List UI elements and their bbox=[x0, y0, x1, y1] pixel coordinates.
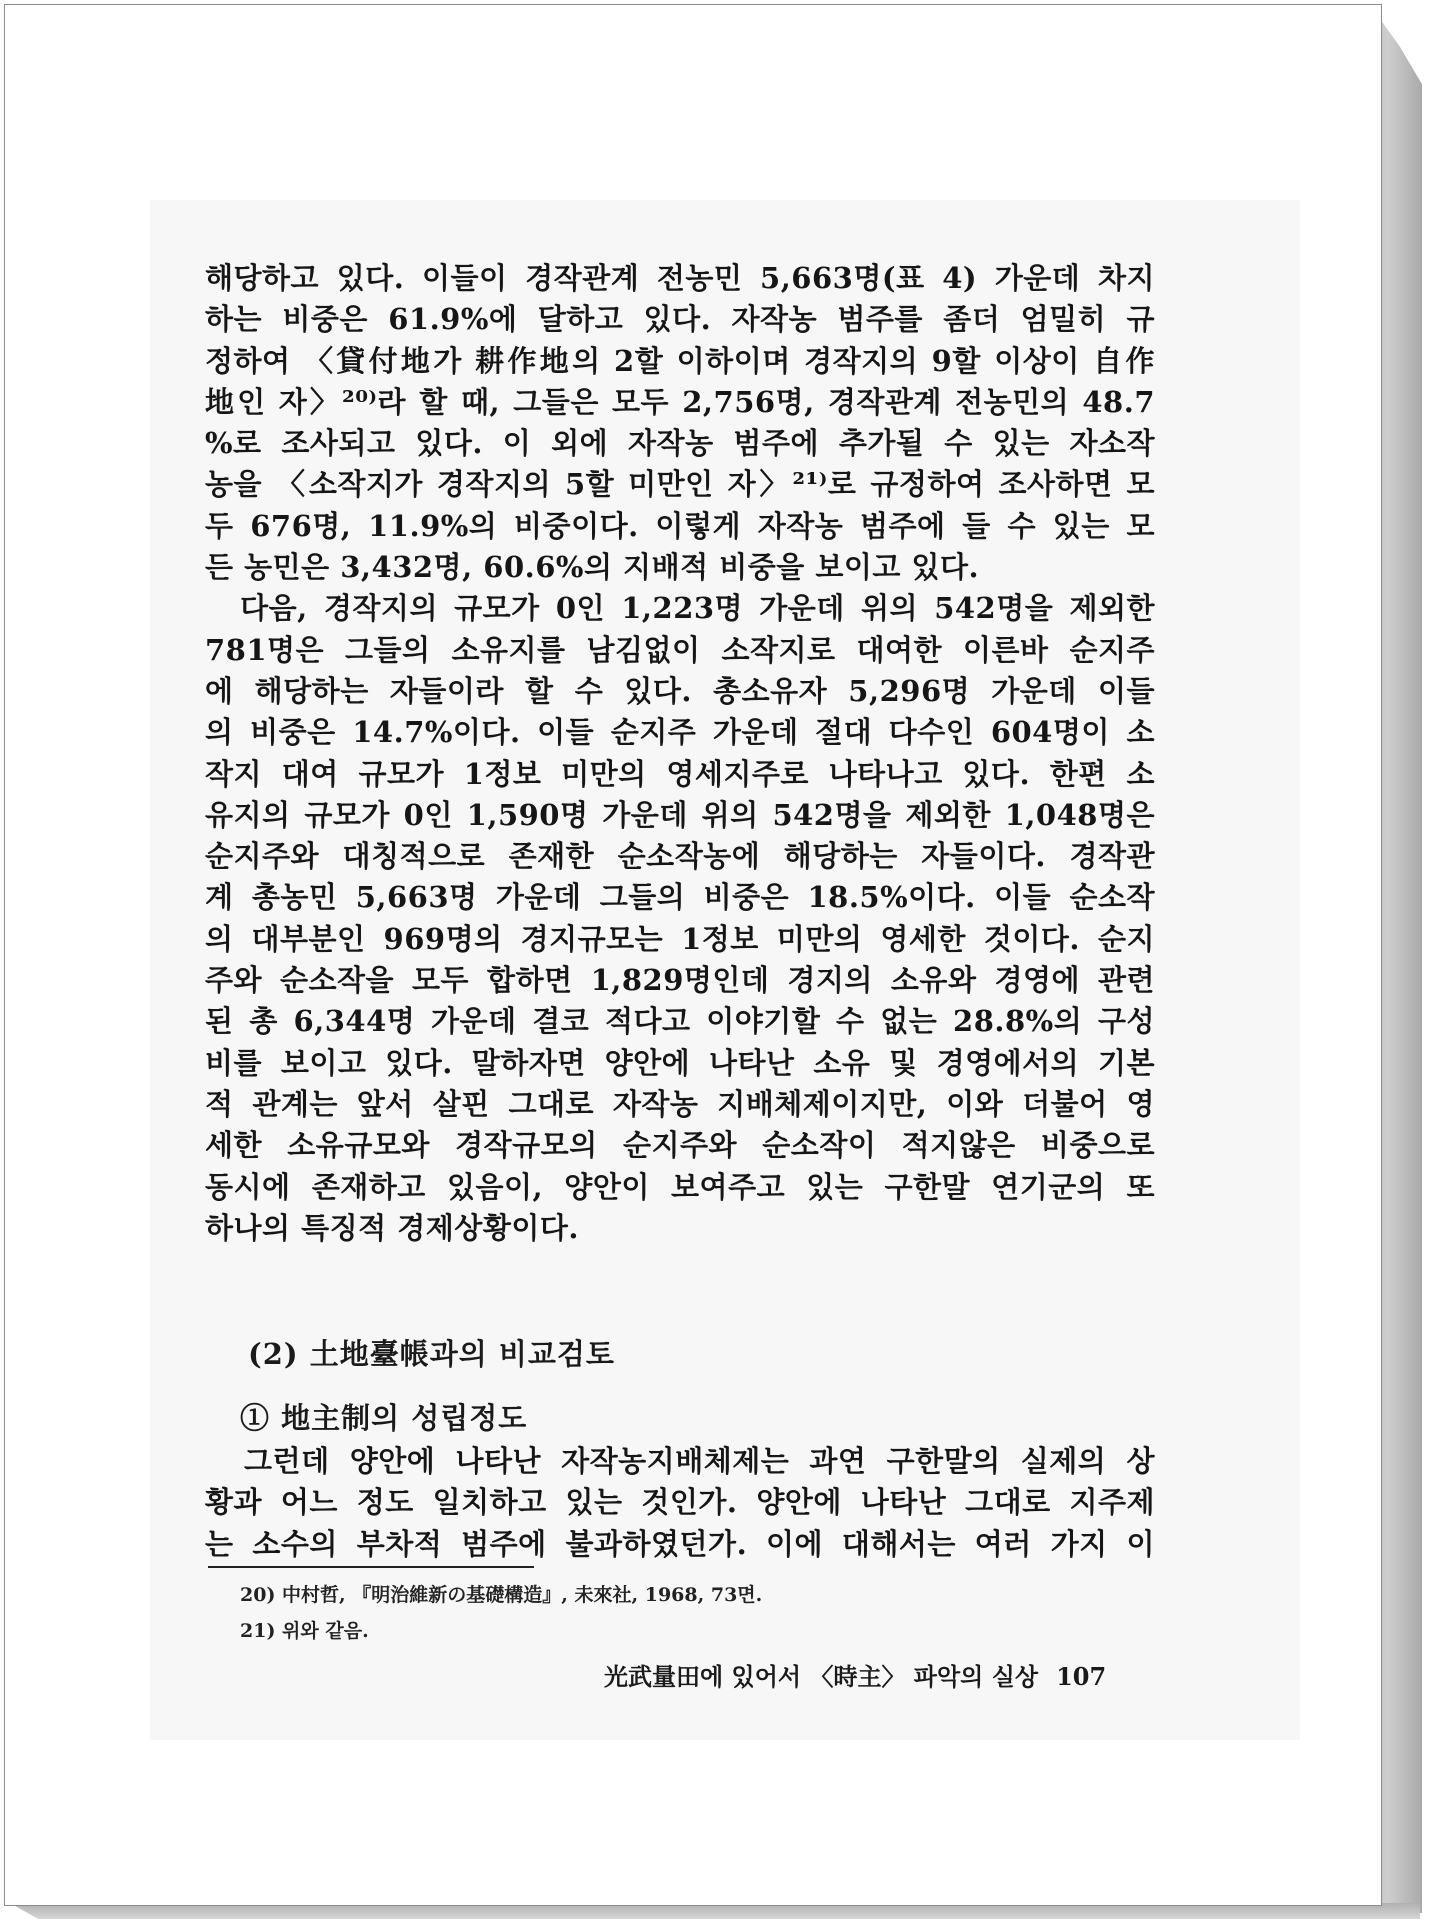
text-line: 에 해당하는 자들이라 할 수 있다. 총소유자 5,296명 가운데 이들 bbox=[205, 673, 1155, 708]
text-line: 작지 대여 규모가 1정보 미만의 영세지주로 나타나고 있다. 한편 소 bbox=[205, 756, 1155, 791]
text-line: 정하여 〈貸付地가 耕作地의 2할 이하이며 경작지의 9할 이상이 自作 bbox=[205, 343, 1155, 378]
text-line: 다음, 경작지의 규모가 0인 1,223명 가운데 위의 542명을 제외한 bbox=[205, 591, 1155, 626]
text-line: 해당하고 있다. 이들이 경작관계 전농민 5,663명(표 4) 가운데 차지 bbox=[205, 261, 1155, 295]
footer-title: 光武量田에 있어서 〈時主〉 파악의 실상 bbox=[604, 1662, 1039, 1691]
footnote-divider bbox=[208, 1566, 534, 1568]
text-line: 의 비중은 14.7%이다. 이들 순지주 가운데 절대 다수인 604명이 소 bbox=[205, 715, 1155, 750]
text-line: 된 총 6,344명 가운데 결코 적다고 이야기할 수 없는 28.8%의 구성 bbox=[205, 1004, 1155, 1039]
text-line: %로 조사되고 있다. 이 외에 자작농 범주에 추가될 수 있는 자소작 bbox=[205, 426, 1155, 461]
text-line: 든 농민은 3,432명, 60.6%의 지배적 비중을 보이고 있다. bbox=[205, 550, 980, 585]
paragraph-1 bbox=[205, 258, 1155, 588]
text-line: 地인 자〉²⁰⁾라 할 때, 그들은 모두 2,756명, 경작관계 전농민의 48.7 bbox=[205, 384, 1155, 419]
text-line: 하나의 특징적 경제상황이다. bbox=[205, 1210, 579, 1245]
text-line: 계 총농민 5,663명 가운데 그들의 비중은 18.5%이다. 이들 순소작 bbox=[205, 880, 1155, 915]
paragraph-2 bbox=[205, 588, 1155, 1249]
text-line: 세한 소유규모와 경작규모의 순지주와 순소작이 적지않은 비중으로 bbox=[205, 1128, 1155, 1163]
text-line: 의 대부분인 969명의 경지규모는 1정보 미만의 영세한 것이다. 순지 bbox=[205, 921, 1155, 956]
text-line: 동시에 존재하고 있음이, 양안이 보여주고 있는 구한말 연기군의 또 bbox=[205, 1169, 1155, 1204]
running-footer bbox=[604, 1657, 1106, 1692]
body-text bbox=[205, 258, 1155, 1249]
text-line: 순지주와 대칭적으로 존재한 순소작농에 해당하는 자들이다. 경작관 bbox=[205, 839, 1155, 874]
text-line: 유지의 규모가 0인 1,590명 가운데 위의 542명을 제외한 1,048명은 bbox=[205, 797, 1155, 832]
text-line: 황과 어느 정도 일치하고 있는 것인가. 양안에 나타난 그대로 지주제 bbox=[205, 1485, 1155, 1520]
sub-heading: ① 地主制의 성립정도 bbox=[240, 1401, 528, 1435]
section-heading: (2) 土地臺帳과의 비교검토 bbox=[248, 1337, 615, 1371]
footnote-21: 21) 위와 같음. bbox=[240, 1620, 369, 1642]
footnotes bbox=[240, 1577, 762, 1649]
text-line: 적 관계는 앞서 살핀 그대로 자작농 지배체제이지만, 이와 더불어 영 bbox=[205, 1086, 1155, 1121]
text-line: 그런데 양안에 나타난 자작농지배체제는 과연 구한말의 실제의 상 bbox=[205, 1444, 1155, 1478]
footnote-20: 20) 中村哲, 『明治維新の基礎構造』, 未來社, 1968, 73면. bbox=[240, 1584, 763, 1606]
text-line: 두 676명, 11.9%의 비중이다. 이렇게 자작농 범주에 들 수 있는 모 bbox=[205, 508, 1155, 543]
text-line: 주와 순소작을 모두 합하면 1,829명인데 경지의 소유와 경영에 관련 bbox=[205, 963, 1155, 998]
text-line: 는 소수의 부차적 범주에 불과하였던가. 이에 대해서는 여러 가지 이 bbox=[205, 1526, 1155, 1561]
paragraph-3 bbox=[205, 1441, 1155, 1565]
text-line: 비를 보이고 있다. 말하자면 양안에 나타난 소유 및 경영에서의 기본 bbox=[205, 1045, 1155, 1080]
text-line: 하는 비중은 61.9%에 달하고 있다. 자작농 범주를 좀더 엄밀히 규 bbox=[205, 302, 1155, 337]
text-line: 농을 〈소작지가 경작지의 5할 미만인 자〉²¹⁾로 규정하여 조사하면 모 bbox=[205, 467, 1155, 502]
page-number: 107 bbox=[1056, 1662, 1107, 1691]
text-line: 781명은 그들의 소유지를 남김없이 소작지로 대여한 이른바 순지주 bbox=[205, 632, 1155, 667]
